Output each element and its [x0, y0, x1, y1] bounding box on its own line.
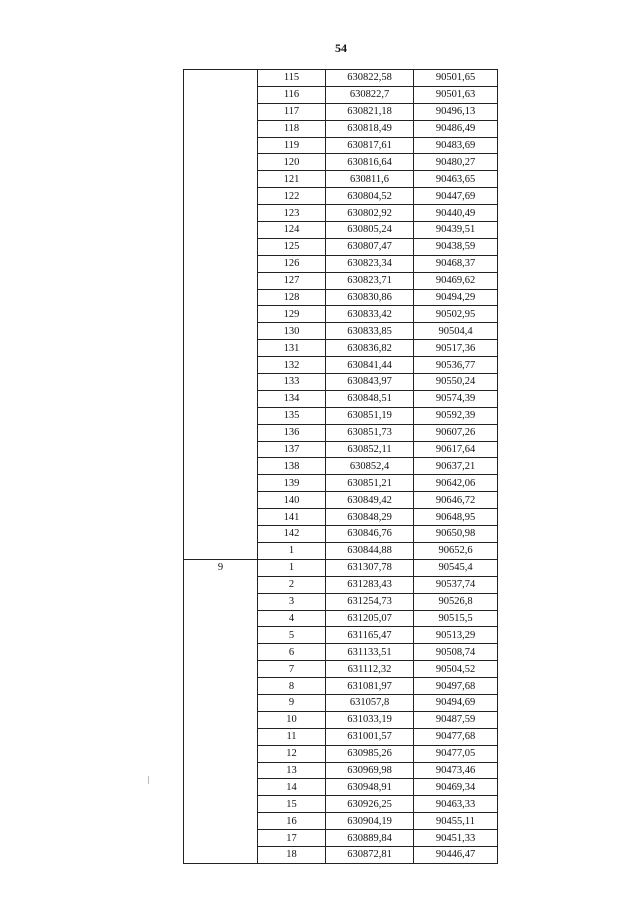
point-number-cell: 124 — [258, 222, 326, 239]
page-number: 54 — [335, 41, 347, 55]
y-coordinate-cell: 90504,52 — [414, 661, 498, 678]
x-coordinate-cell: 630833,85 — [326, 323, 414, 340]
x-coordinate-cell: 630969,98 — [326, 762, 414, 779]
table-row — [184, 559, 498, 576]
x-coordinate-cell: 630818,49 — [326, 120, 414, 137]
y-coordinate-cell: 90508,74 — [414, 644, 498, 661]
y-coordinate-cell: 90574,39 — [414, 390, 498, 407]
x-coordinate-cell: 630852,4 — [326, 458, 414, 475]
x-coordinate-cell: 630985,26 — [326, 745, 414, 762]
y-coordinate-cell: 90486,49 — [414, 120, 498, 137]
point-number-cell: 122 — [258, 188, 326, 205]
margin-mark — [148, 776, 149, 784]
point-number-cell: 139 — [258, 475, 326, 492]
point-number-cell: 132 — [258, 357, 326, 374]
y-coordinate-cell: 90451,33 — [414, 830, 498, 847]
x-coordinate-cell: 630852,11 — [326, 441, 414, 458]
point-number-cell: 116 — [258, 86, 326, 103]
y-coordinate-cell: 90501,63 — [414, 86, 498, 103]
point-number-cell: 13 — [258, 762, 326, 779]
point-number-cell: 6 — [258, 644, 326, 661]
x-coordinate-cell: 630872,81 — [326, 846, 414, 863]
point-number-cell: 131 — [258, 340, 326, 357]
y-coordinate-cell: 90494,29 — [414, 289, 498, 306]
y-coordinate-cell: 90646,72 — [414, 492, 498, 509]
y-coordinate-cell: 90637,21 — [414, 458, 498, 475]
x-coordinate-cell: 631205,07 — [326, 610, 414, 627]
x-coordinate-cell: 630851,73 — [326, 424, 414, 441]
x-coordinate-cell: 630904,19 — [326, 813, 414, 830]
point-number-cell: 126 — [258, 255, 326, 272]
point-number-cell: 119 — [258, 137, 326, 154]
point-number-cell: 2 — [258, 576, 326, 593]
point-number-cell: 134 — [258, 390, 326, 407]
y-coordinate-cell: 90650,98 — [414, 526, 498, 543]
y-coordinate-cell: 90455,11 — [414, 813, 498, 830]
point-number-cell: 120 — [258, 154, 326, 171]
y-coordinate-cell: 90440,49 — [414, 205, 498, 222]
x-coordinate-cell: 630851,19 — [326, 407, 414, 424]
point-number-cell: 16 — [258, 813, 326, 830]
x-coordinate-cell: 631165,47 — [326, 627, 414, 644]
point-number-cell: 4 — [258, 610, 326, 627]
x-coordinate-cell: 630802,92 — [326, 205, 414, 222]
x-coordinate-cell: 630807,47 — [326, 238, 414, 255]
y-coordinate-cell: 90468,37 — [414, 255, 498, 272]
x-coordinate-cell: 630846,76 — [326, 526, 414, 543]
y-coordinate-cell: 90496,13 — [414, 103, 498, 120]
y-coordinate-cell: 90477,05 — [414, 745, 498, 762]
y-coordinate-cell: 90463,65 — [414, 171, 498, 188]
x-coordinate-cell: 630823,71 — [326, 272, 414, 289]
y-coordinate-cell: 90438,59 — [414, 238, 498, 255]
x-coordinate-cell: 630822,58 — [326, 70, 414, 87]
x-coordinate-cell: 630848,51 — [326, 390, 414, 407]
y-coordinate-cell: 90483,69 — [414, 137, 498, 154]
y-coordinate-cell: 90652,6 — [414, 542, 498, 559]
y-coordinate-cell: 90617,64 — [414, 441, 498, 458]
x-coordinate-cell: 630926,25 — [326, 796, 414, 813]
x-coordinate-cell: 630817,61 — [326, 137, 414, 154]
point-number-cell: 7 — [258, 661, 326, 678]
y-coordinate-cell: 90504,4 — [414, 323, 498, 340]
point-number-cell: 18 — [258, 846, 326, 863]
point-number-cell: 1 — [258, 559, 326, 576]
x-coordinate-cell: 630836,82 — [326, 340, 414, 357]
x-coordinate-cell: 630823,34 — [326, 255, 414, 272]
x-coordinate-cell: 630833,42 — [326, 306, 414, 323]
y-coordinate-cell: 90592,39 — [414, 407, 498, 424]
point-number-cell: 133 — [258, 374, 326, 391]
group-label-cell: 9 — [184, 559, 258, 863]
x-coordinate-cell: 630805,24 — [326, 222, 414, 239]
point-number-cell: 10 — [258, 711, 326, 728]
point-number-cell: 118 — [258, 120, 326, 137]
x-coordinate-cell: 630844,88 — [326, 542, 414, 559]
coordinates-table-body — [184, 70, 498, 864]
x-coordinate-cell: 630889,84 — [326, 830, 414, 847]
x-coordinate-cell: 630821,18 — [326, 103, 414, 120]
y-coordinate-cell: 90550,24 — [414, 374, 498, 391]
y-coordinate-cell: 90517,36 — [414, 340, 498, 357]
x-coordinate-cell: 631283,43 — [326, 576, 414, 593]
y-coordinate-cell: 90494,69 — [414, 694, 498, 711]
y-coordinate-cell: 90446,47 — [414, 846, 498, 863]
y-coordinate-cell: 90537,74 — [414, 576, 498, 593]
point-number-cell: 142 — [258, 526, 326, 543]
y-coordinate-cell: 90642,06 — [414, 475, 498, 492]
table-row — [184, 70, 498, 87]
x-coordinate-cell: 631081,97 — [326, 678, 414, 695]
point-number-cell: 121 — [258, 171, 326, 188]
point-number-cell: 140 — [258, 492, 326, 509]
y-coordinate-cell: 90497,68 — [414, 678, 498, 695]
x-coordinate-cell: 630849,42 — [326, 492, 414, 509]
y-coordinate-cell: 90501,65 — [414, 70, 498, 87]
x-coordinate-cell: 630948,91 — [326, 779, 414, 796]
point-number-cell: 11 — [258, 728, 326, 745]
y-coordinate-cell: 90502,95 — [414, 306, 498, 323]
x-coordinate-cell: 630830,86 — [326, 289, 414, 306]
point-number-cell: 129 — [258, 306, 326, 323]
coordinates-table — [183, 69, 498, 864]
group-label-cell — [184, 70, 258, 560]
point-number-cell: 127 — [258, 272, 326, 289]
x-coordinate-cell: 630816,64 — [326, 154, 414, 171]
y-coordinate-cell: 90473,46 — [414, 762, 498, 779]
x-coordinate-cell: 631112,32 — [326, 661, 414, 678]
y-coordinate-cell: 90447,69 — [414, 188, 498, 205]
point-number-cell: 9 — [258, 694, 326, 711]
y-coordinate-cell: 90648,95 — [414, 509, 498, 526]
y-coordinate-cell: 90463,33 — [414, 796, 498, 813]
point-number-cell: 1 — [258, 542, 326, 559]
y-coordinate-cell: 90513,29 — [414, 627, 498, 644]
y-coordinate-cell: 90480,27 — [414, 154, 498, 171]
y-coordinate-cell: 90545,4 — [414, 559, 498, 576]
y-coordinate-cell: 90536,77 — [414, 357, 498, 374]
y-coordinate-cell: 90487,59 — [414, 711, 498, 728]
point-number-cell: 136 — [258, 424, 326, 441]
point-number-cell: 135 — [258, 407, 326, 424]
point-number-cell: 130 — [258, 323, 326, 340]
point-number-cell: 138 — [258, 458, 326, 475]
point-number-cell: 17 — [258, 830, 326, 847]
x-coordinate-cell: 631001,57 — [326, 728, 414, 745]
point-number-cell: 3 — [258, 593, 326, 610]
x-coordinate-cell: 630804,52 — [326, 188, 414, 205]
x-coordinate-cell: 631307,78 — [326, 559, 414, 576]
point-number-cell: 12 — [258, 745, 326, 762]
x-coordinate-cell: 631057,8 — [326, 694, 414, 711]
point-number-cell: 141 — [258, 509, 326, 526]
point-number-cell: 137 — [258, 441, 326, 458]
x-coordinate-cell: 631133,51 — [326, 644, 414, 661]
y-coordinate-cell: 90607,26 — [414, 424, 498, 441]
point-number-cell: 128 — [258, 289, 326, 306]
x-coordinate-cell: 631254,73 — [326, 593, 414, 610]
point-number-cell: 14 — [258, 779, 326, 796]
y-coordinate-cell: 90469,34 — [414, 779, 498, 796]
x-coordinate-cell: 631033,19 — [326, 711, 414, 728]
point-number-cell: 117 — [258, 103, 326, 120]
y-coordinate-cell: 90477,68 — [414, 728, 498, 745]
y-coordinate-cell: 90439,51 — [414, 222, 498, 239]
x-coordinate-cell: 630841,44 — [326, 357, 414, 374]
point-number-cell: 115 — [258, 70, 326, 87]
x-coordinate-cell: 630851,21 — [326, 475, 414, 492]
x-coordinate-cell: 630811,6 — [326, 171, 414, 188]
y-coordinate-cell: 90526,8 — [414, 593, 498, 610]
point-number-cell: 15 — [258, 796, 326, 813]
point-number-cell: 8 — [258, 678, 326, 695]
point-number-cell: 125 — [258, 238, 326, 255]
y-coordinate-cell: 90469,62 — [414, 272, 498, 289]
x-coordinate-cell: 630822,7 — [326, 86, 414, 103]
point-number-cell: 5 — [258, 627, 326, 644]
point-number-cell: 123 — [258, 205, 326, 222]
x-coordinate-cell: 630848,29 — [326, 509, 414, 526]
y-coordinate-cell: 90515,5 — [414, 610, 498, 627]
x-coordinate-cell: 630843,97 — [326, 374, 414, 391]
